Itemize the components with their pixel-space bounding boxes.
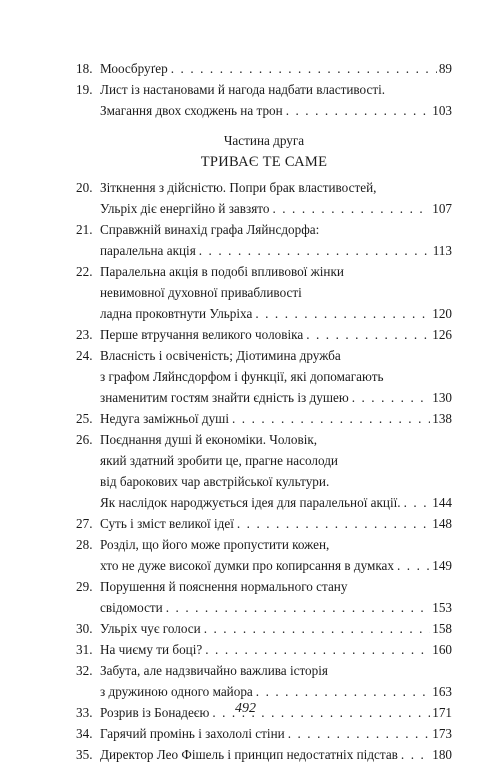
toc-entry — [76, 261, 452, 324]
chapter-title-text: Зіткнення з дійсністю. Попри брак властивостей, — [100, 180, 377, 195]
dot-leader — [166, 597, 430, 618]
dot-leader — [306, 324, 430, 345]
toc-entry — [76, 576, 452, 618]
chapter-number: 32. — [76, 663, 93, 678]
chapter-title-line — [100, 555, 452, 576]
chapter-title-text: Змагання двох сходжень на трон — [100, 103, 283, 118]
chapter-title-text: який здатний зробити це, прагне насолоди — [100, 453, 338, 468]
toc-entry — [76, 723, 452, 744]
chapter-title-block — [100, 618, 452, 639]
chapter-title-text: хто не дуже високої думки про копирсання в думках — [100, 558, 395, 573]
page-reference: 144 — [432, 495, 452, 510]
chapter-title-text: Лист із настановами й нагода надбати властивості. — [100, 82, 386, 97]
chapter-title-block — [100, 408, 452, 429]
dot-leader — [286, 100, 431, 121]
chapter-title-text: Власність і освіченість; Діотимина дружба — [100, 348, 341, 363]
toc-entry — [76, 639, 452, 660]
dot-leader — [232, 408, 430, 429]
part-label: Частина друга — [223, 133, 305, 148]
dot-leader — [205, 639, 430, 660]
page-reference: 120 — [432, 306, 452, 321]
toc-entry — [76, 79, 452, 121]
chapter-title-block — [100, 723, 452, 744]
toc-entry — [76, 429, 452, 513]
page-number: 492 — [235, 701, 256, 716]
chapter-title-line — [100, 534, 452, 555]
chapter-title-text: знаменитим гостям знайти єдність із душею — [100, 390, 349, 405]
chapter-title-block — [100, 534, 452, 576]
chapter-number: 35. — [76, 747, 93, 762]
toc-entries-part-one — [76, 58, 452, 121]
chapter-title-text: Перше втручання великого чоловіка — [100, 327, 304, 342]
dot-leader — [199, 240, 431, 261]
chapter-title-block — [100, 429, 452, 513]
chapter-title-block — [100, 79, 452, 121]
chapter-number: 33. — [76, 705, 93, 720]
chapter-title-line — [100, 219, 452, 240]
page-reference: 149 — [432, 558, 452, 573]
page-reference: 89 — [438, 61, 452, 76]
chapter-number: 19. — [76, 82, 93, 97]
chapter-title-line — [100, 324, 452, 345]
chapter-title-text: Поєднання душі й економіки. Чоловік, — [100, 432, 318, 447]
chapter-title-line — [100, 387, 452, 408]
chapter-title-line — [100, 282, 452, 303]
dot-leader — [404, 492, 431, 513]
dot-leader — [204, 618, 431, 639]
toc-entry — [76, 513, 452, 534]
part-title: ТРИВАЄ ТЕ САМЕ — [200, 154, 328, 170]
chapter-number: 26. — [76, 432, 93, 447]
chapter-title-block — [100, 639, 452, 660]
toc-entry — [76, 618, 452, 639]
part-heading — [76, 131, 452, 173]
page-reference: 107 — [432, 201, 452, 216]
dot-leader — [352, 387, 431, 408]
page-reference: 130 — [432, 390, 452, 405]
chapter-title-line — [100, 471, 452, 492]
chapter-number: 21. — [76, 222, 93, 237]
chapter-title-block — [100, 576, 452, 618]
page-reference: 138 — [432, 411, 452, 426]
chapter-number: 24. — [76, 348, 93, 363]
page-reference: 158 — [432, 621, 452, 636]
chapter-title-text: паралельна акція — [100, 243, 196, 258]
chapter-title-line — [100, 681, 452, 702]
dot-leader — [288, 723, 431, 744]
toc-entry — [76, 324, 452, 345]
chapter-title-line — [100, 366, 452, 387]
page-reference: 148 — [432, 516, 452, 531]
toc-entry — [76, 534, 452, 576]
page-reference: 180 — [432, 747, 452, 762]
chapter-title-block — [100, 660, 452, 702]
chapter-title-line — [100, 345, 452, 366]
chapter-title-line — [100, 618, 452, 639]
chapter-title-text: Розрив із Бонадеєю — [100, 705, 210, 720]
chapter-title-text: ладна проковтнути Ульріха — [100, 306, 253, 321]
chapter-title-block — [100, 219, 452, 261]
table-of-contents — [76, 58, 452, 765]
chapter-title-line — [100, 261, 452, 282]
toc-entries-part-two — [76, 177, 452, 765]
chapter-title-line — [100, 177, 452, 198]
chapter-title-text: Ульріх діє енергійно й завзято — [100, 201, 270, 216]
chapter-title-text: Моосбруґер — [100, 61, 168, 76]
page-reference: 163 — [432, 684, 452, 699]
chapter-title-line — [100, 100, 452, 121]
dot-leader — [171, 58, 437, 79]
chapter-title-block — [100, 58, 452, 79]
dot-leader — [237, 513, 430, 534]
page-reference: 173 — [432, 726, 452, 741]
toc-entry — [76, 660, 452, 702]
toc-entry — [76, 408, 452, 429]
chapter-number: 29. — [76, 579, 93, 594]
page-reference: 160 — [432, 642, 452, 657]
chapter-title-text: Суть і зміст великої ідеї — [100, 516, 234, 531]
chapter-title-text: Як наслідок народжується ідея для паралельної акції. — [100, 495, 401, 510]
chapter-title-line — [100, 450, 452, 471]
chapter-title-text: невимовної духовної привабливості — [100, 285, 302, 300]
dot-leader — [272, 198, 430, 219]
chapter-title-line — [100, 597, 452, 618]
toc-entry — [76, 219, 452, 261]
chapter-title-text: з дружиною одного майора — [100, 684, 253, 699]
chapter-title-text: свідомости — [100, 600, 163, 615]
chapter-title-text: На чиєму ти боці? — [100, 642, 203, 657]
page-reference: 113 — [432, 243, 452, 258]
chapter-number: 25. — [76, 411, 93, 426]
toc-entry — [76, 58, 452, 79]
chapter-title-line — [100, 744, 452, 765]
chapter-title-line — [100, 58, 452, 79]
chapter-number: 22. — [76, 264, 93, 279]
chapter-title-text: Гарячий промінь і захололі стіни — [100, 726, 285, 741]
chapter-title-text: Справжній винахід графа Ляйнсдорфа: — [100, 222, 320, 237]
chapter-number: 27. — [76, 516, 93, 531]
chapter-title-text: Порушення й пояснення нормального стану — [100, 579, 348, 594]
chapter-title-line — [100, 723, 452, 744]
chapter-title-line — [100, 303, 452, 324]
chapter-title-line — [100, 198, 452, 219]
dot-leader — [255, 303, 430, 324]
chapter-number: 30. — [76, 621, 93, 636]
chapter-title-block — [100, 261, 452, 324]
chapter-title-text: Директор Лео Фішель і принцип недостатніх підстав — [100, 747, 398, 762]
page-reference: 153 — [432, 600, 452, 615]
chapter-title-text: Ульріх чує голоси — [100, 621, 201, 636]
chapter-title-block — [100, 744, 452, 765]
chapter-number: 28. — [76, 537, 93, 552]
chapter-number: 23. — [76, 327, 93, 342]
toc-entry — [76, 345, 452, 408]
chapter-title-block — [100, 324, 452, 345]
chapter-number: 18. — [76, 61, 93, 76]
chapter-title-line — [100, 660, 452, 681]
chapter-number: 20. — [76, 180, 93, 195]
chapter-title-text: Недуга заміжньої душі — [100, 411, 229, 426]
page-reference: 126 — [432, 327, 452, 342]
dot-leader — [256, 681, 430, 702]
chapter-title-line — [100, 240, 452, 261]
chapter-title-text: від барокових чар австрійської культури. — [100, 474, 330, 489]
chapter-title-line — [100, 408, 452, 429]
dot-leader — [397, 555, 430, 576]
dot-leader — [401, 744, 430, 765]
chapter-number: 31. — [76, 642, 93, 657]
chapter-title-block — [100, 177, 452, 219]
chapter-title-text: Розділ, що його може пропустити кожен, — [100, 537, 330, 552]
chapter-title-text: Паралельна акція в подобі впливової жінки — [100, 264, 344, 279]
page-reference: 103 — [432, 103, 452, 118]
chapter-title-block — [100, 513, 452, 534]
chapter-title-text: з графом Ляйнсдорфом і функції, які допомагають — [100, 369, 384, 384]
chapter-title-line — [100, 576, 452, 597]
chapter-title-line — [100, 639, 452, 660]
toc-entry — [76, 744, 452, 765]
chapter-title-line — [100, 79, 452, 100]
toc-entry — [76, 177, 452, 219]
chapter-title-text: Забута, але надзвичайно важлива історія — [100, 663, 328, 678]
chapter-title-line — [100, 492, 452, 513]
chapter-number: 34. — [76, 726, 93, 741]
chapter-title-line — [100, 429, 452, 450]
page-reference: 171 — [432, 705, 452, 720]
chapter-title-line — [100, 513, 452, 534]
chapter-title-block — [100, 345, 452, 408]
